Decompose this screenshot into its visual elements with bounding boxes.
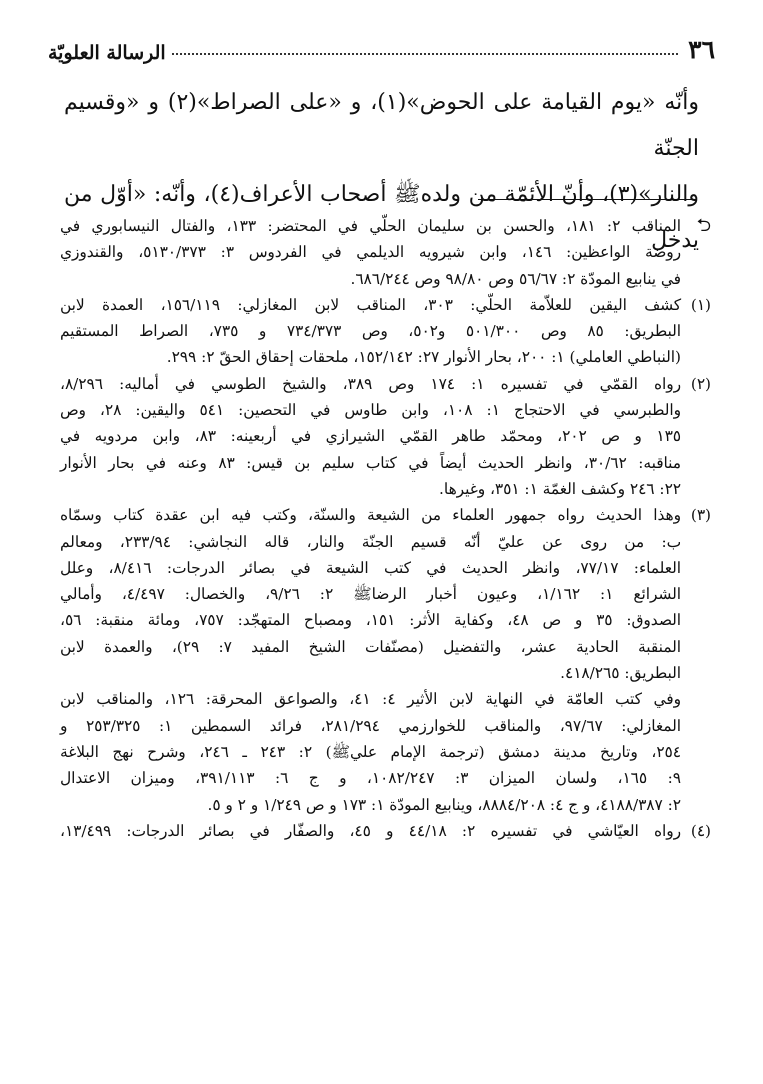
footnote-2 (60, 371, 711, 502)
footnote-mark: (٤) (690, 821, 711, 840)
footnote-line: المنقبة الحادية عشر، والتفضيل (مصنّفات الشيخ المفيد ٧: ٢٩)، والعمدة لابن (60, 637, 681, 656)
footnote-line: (النباطي العاملي) ١: ٢٠٠، بحار الأنوار ٢٧: ١٥٢/١٤٢، ملحقات إحقاق الحقّ ٢: ٢٩٩. (166, 348, 681, 367)
footnote-line: مناقبه: ٣٠/٦٢، وانظر الحديث أيضاً في كتاب سليم بن قيس: ٨٣ وعنه في بحار الأنوار (60, 453, 681, 472)
footnote-line: ١٣٥ و ص ٢٠٢، ومحمّد طاهر القمّي الشيرازي في أربعينه: ٨٣، وابن مردويه في (60, 427, 682, 446)
footnote-line: ٢: ٤١٨٨/٣٨٧، و ج ٤: ٨٨٨٤/٢٠٨، وينابيع المودّة ١: ١٧٣ و ص ١/٢٤٩ و ٢ و ٥. (207, 795, 681, 814)
footnote-line: رواه العيّاشي في تفسيره ٢: ٤٤/١٨ و ٤٥، والصفّار في بصائر الدرجات: ١٣/٤٩٩، (60, 821, 681, 840)
footnote-mark: (٢) (690, 374, 711, 393)
footnote-4 (60, 818, 711, 844)
main-text-line: وأنّه «يوم القيامة على الحوض»(١)، و «على الصراط»(٢) و «وقسيم الجنّة (64, 90, 700, 161)
footnote-line: كشف اليقين للعلاّمة الحلّي: ٣٠٣، المناقب لابن المغازلي: ١٥٦/١١٩، العمدة لابن (60, 295, 681, 314)
footnote-line: في ينابيع المودّة ٢: ٥٦/٦٧ وص ٩٨/٨٠ وص ٦٨٦/٢٤٤. (350, 269, 681, 288)
main-text-line: والنار»(٣)، وأنّ الأئمّة من ولدهﷺ أصحاب الأعراف(٤)، وأنّه: «أوّل من يدخل (64, 182, 699, 253)
footnote-line: ب: من روى عن عليّ أنّه قسيم الجنّة والنار، قاله النجاشي: ٢٣٣/٩٤، ومعالم (60, 532, 682, 551)
footnote-3 (60, 502, 711, 686)
footnote-line: روضة الواعظين: ١٤٦، وابن شيرويه الديلمي في الفردوس ٣: ٥١٣٠/٣٧٣، والقندوزي (60, 243, 682, 262)
running-title: الرسالة العلويّة (48, 42, 166, 64)
footnote-line: ٢٢: ٢٤٦ وكشف الغمّة ١: ٣٥١، وغيرها. (439, 479, 681, 498)
footnote-line: ٩: ١٦٥، ولسان الميزان ٣: ١٠٨٢/٢٤٧، و ج ٦: ٣٩١/١١٣، وميزان الاعتدال (60, 769, 681, 788)
footnote-mark: (٣) (690, 506, 711, 525)
footnote-separator (478, 199, 693, 200)
header-dot-leader (172, 52, 678, 55)
footnotes (60, 213, 711, 844)
page-number: ٣٦ (688, 35, 715, 64)
footnote-mark (681, 686, 711, 817)
footnote-line: ٢٥٤، وتاريخ مدينة دمشق (ترجمة الإمام عليﷺ) ٢: ٢٤٣ ـ ٢٤٦، وشرح نهج البلاغة (60, 742, 681, 761)
footnote-line: البطريق: ٨٥ وص ٥٠١/٣٠٠ و٥٠٢، وص ٧٣٤/٣٧٣ و ٧٣٥، الصراط المستقيم (60, 322, 681, 341)
footnote-line: المناقب ٢: ١٨١، والحسن بن سليمان الحلّي في المحتضر: ١٣٣، والفتال النيسابوري في (60, 217, 681, 235)
footnote-line: الشرائع ١: ١/١٦٢، وعيون أخبار الرضاﷺ ٢: ٩/٢٦، والخصال: ٤/٤٩٧، وأمالي (60, 585, 681, 604)
footnote-mark: (١) (690, 295, 711, 314)
footnote-continued (60, 213, 711, 292)
footnote-line: رواه القمّي في تفسيره ١: ١٧٤ وص ٣٨٩، والشيخ الطوسي في أماليه: ٨/٢٩٦، (60, 374, 681, 393)
footnote-1 (60, 292, 711, 371)
footnote-3-continued (60, 686, 711, 817)
footnote-line: المغازلي: ٩٧/٦٧، والمناقب للخوارزمي ٢٨١/٢٩٤، فرائد السمطين ١: ٢٥٣/٣٢٥ و (60, 716, 681, 735)
footnote-line: وهذا الحديث رواه جمهور العلماء من الشيعة والسنّة، وكتب فيه ابن عقدة كتاب وسمّاه (60, 506, 681, 525)
continuation-arrow-icon: ⮌ (696, 215, 711, 236)
footnote-line: البطريق: ٤١٨/٢٦٥. (560, 664, 681, 683)
footnote-line: وفي كتب العامّة في النهاية لابن الأثير ٤: ٤١، والصواعق المحرقة: ١٢٦، والمناقب لابن (60, 690, 681, 709)
footnote-line: العلماء: ٧٧/١٧، وانظر الحديث في كتب الشيعة في بصائر الدرجات: ٨/٤١٦، وعلل (60, 558, 681, 577)
running-header (48, 24, 715, 64)
footnote-line: الصدوق: ٣٥ و ص ٤٨، وكفاية الأثر: ١٥١، ومصباح المتهجّد: ٧٥٧، ومائة منقبة: ٥٦، (60, 611, 681, 630)
footnote-line: والطبرسي في الاحتجاج ١: ١٠٨، وابن طاوس في التحصين: ٥٤١ واليقين: ٢٨، وص (60, 401, 682, 420)
